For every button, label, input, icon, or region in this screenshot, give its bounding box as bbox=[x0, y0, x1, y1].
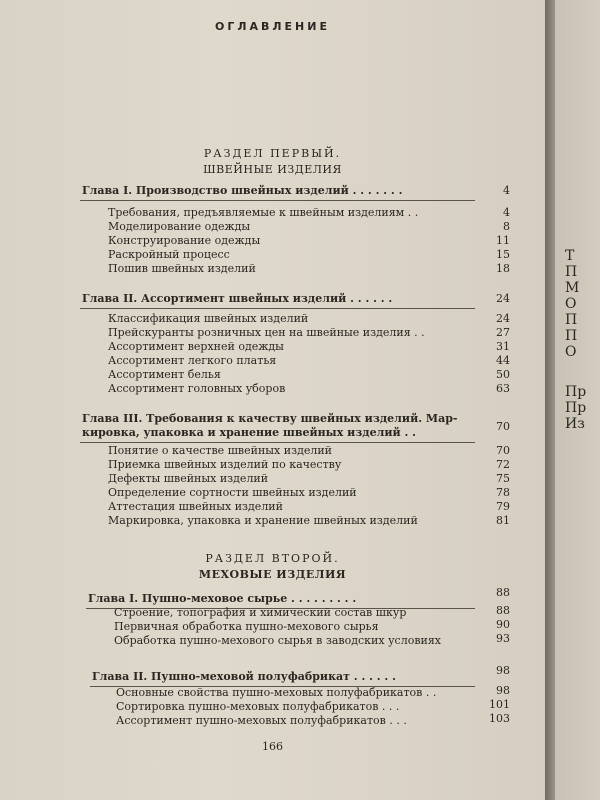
adjacent-page-letter: П bbox=[565, 264, 578, 280]
toc-item-page: 70 bbox=[496, 444, 510, 457]
toc-item-page: 78 bbox=[496, 486, 510, 499]
toc-item: Классификация швейных изделий bbox=[108, 312, 309, 325]
chapter-title: Глава II. Пушно-меховой полуфабрикат . . . . . . bbox=[92, 670, 396, 683]
page-number: 166 bbox=[262, 740, 283, 753]
toc-item-page: 11 bbox=[496, 234, 510, 247]
toc-item-page: 8 bbox=[503, 220, 510, 233]
toc-item: Пошив швейных изделий bbox=[108, 262, 256, 275]
toc-item: Основные свойства пушно-меховых полуфабрикатов . . bbox=[116, 686, 437, 699]
toc-item-page: 81 bbox=[496, 514, 510, 527]
toc-item: Приемка швейных изделий по качеству bbox=[108, 458, 342, 471]
toc-item-page: 15 bbox=[496, 248, 510, 261]
book-gutter bbox=[545, 0, 555, 800]
toc-item-page: 98 bbox=[496, 684, 510, 697]
toc-item: Определение сортности швейных изделий bbox=[108, 486, 357, 499]
chapter-underline bbox=[80, 442, 475, 443]
page-title: ОГЛАВЛЕНИЕ bbox=[215, 20, 330, 33]
adjacent-page-letter: Пр bbox=[565, 384, 587, 400]
toc-item-page: 93 bbox=[496, 632, 510, 645]
chapter-title: Глава III. Требования к качеству швейных изделий. Мар- bbox=[82, 412, 458, 425]
toc-item-page: 101 bbox=[489, 698, 510, 711]
toc-item: Прейскуранты розничных цен на швейные изделия . . bbox=[108, 326, 425, 339]
section-2-subtitle: МЕХОВЫЕ ИЗДЕЛИЯ bbox=[198, 568, 347, 581]
toc-item: Понятие о качестве швейных изделий bbox=[108, 444, 333, 457]
toc-item-page: 103 bbox=[489, 712, 510, 725]
toc-item: Аттестация швейных изделий bbox=[108, 500, 283, 513]
adjacent-page-letter: М bbox=[565, 280, 580, 296]
toc-item: Ассортимент легкого платья bbox=[108, 354, 277, 367]
adjacent-page-letter: Из bbox=[565, 416, 585, 432]
chapter-title-continued: кировка, упаковка и хранение швейных изделий . . bbox=[82, 426, 416, 439]
adjacent-page-letter: Т bbox=[565, 248, 575, 264]
toc-item: Первичная обработка пушно-мехового сырья bbox=[114, 620, 379, 633]
chapter-page: 98 bbox=[496, 664, 510, 677]
toc-item: Дефекты швейных изделий bbox=[108, 472, 269, 485]
toc-item: Требования, предъявляемые к швейным изделиям . . bbox=[108, 206, 419, 219]
adjacent-page-letter: О bbox=[565, 344, 577, 360]
toc-item: Ассортимент пушно-меховых полуфабрикатов . . . bbox=[116, 714, 407, 727]
toc-item: Сортировка пушно-меховых полуфабрикатов . . . bbox=[116, 700, 400, 713]
toc-item: Маркировка, упаковка и хранение швейных изделий bbox=[108, 514, 418, 527]
toc-item-page: 75 bbox=[496, 472, 510, 485]
toc-item: Моделирование одежды bbox=[108, 220, 251, 233]
adjacent-page-letter: П bbox=[565, 312, 578, 328]
toc-item: Ассортимент головных уборов bbox=[108, 382, 286, 395]
toc-item-page: 44 bbox=[496, 354, 510, 367]
chapter-title: Глава I. Пушно-меховое сырье . . . . . . . . . bbox=[88, 592, 357, 605]
adjacent-page-letter: О bbox=[565, 296, 577, 312]
toc-item: Ассортимент белья bbox=[108, 368, 221, 381]
section-1-heading: РАЗДЕЛ ПЕРВЫЙ. bbox=[203, 147, 342, 160]
chapter-page: 4 bbox=[503, 184, 510, 197]
chapter-page: 24 bbox=[496, 292, 510, 305]
toc-item-page: 90 bbox=[496, 618, 510, 631]
toc-item-page: 24 bbox=[496, 312, 510, 325]
toc-item-page: 31 bbox=[496, 340, 510, 353]
toc-item-page: 18 bbox=[496, 262, 510, 275]
adjacent-page-letter: П bbox=[565, 328, 578, 344]
toc-item-page: 79 bbox=[496, 500, 510, 513]
toc-item-page: 63 bbox=[496, 382, 510, 395]
toc-item-page: 50 bbox=[496, 368, 510, 381]
chapter-page: 70 bbox=[496, 420, 510, 433]
chapter-page: 88 bbox=[496, 586, 510, 599]
section-2-heading: РАЗДЕЛ ВТОРОЙ. bbox=[205, 552, 340, 565]
chapter-underline bbox=[80, 200, 475, 201]
chapter-title: Глава I. Производство швейных изделий . . . . . . . bbox=[82, 184, 403, 197]
section-1-subtitle: ШВЕЙНЫЕ ИЗДЕЛИЯ bbox=[203, 163, 342, 176]
chapter-title: Глава II. Ассортимент швейных изделий . . . . . . bbox=[82, 292, 393, 305]
toc-item: Ассортимент верхней одежды bbox=[108, 340, 284, 353]
toc-item-page: 4 bbox=[503, 206, 510, 219]
toc-item: Строение, топография и химический состав шкур bbox=[114, 606, 407, 619]
adjacent-page-letter: Пр bbox=[565, 400, 587, 416]
adjacent-page bbox=[555, 0, 600, 800]
toc-item: Обработка пушно-мехового сырья в заводских условиях bbox=[114, 634, 441, 647]
toc-item-page: 88 bbox=[496, 604, 510, 617]
toc-item-page: 27 bbox=[496, 326, 510, 339]
toc-item: Конструирование одежды bbox=[108, 234, 261, 247]
toc-item-page: 72 bbox=[496, 458, 510, 471]
toc-item: Раскройный процесс bbox=[108, 248, 230, 261]
chapter-underline bbox=[80, 308, 475, 309]
